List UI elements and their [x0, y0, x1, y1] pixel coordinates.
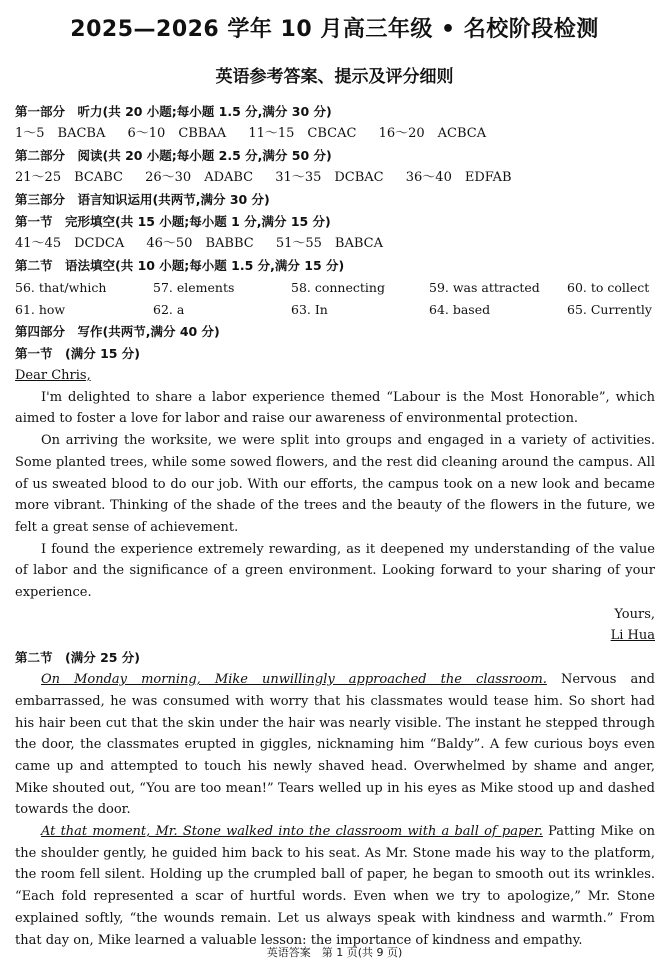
letter-greeting: Dear Chris,	[15, 368, 91, 383]
grammar-answers-row-1	[15, 277, 655, 299]
answer-group: 21～25 BCABC	[15, 170, 123, 185]
answer-group: 1～5 BACBA	[15, 126, 106, 141]
letter-signature: Li Hua	[610, 628, 655, 644]
story-text: Nervous and embarrassed, he was consumed with worry that his classmates would tease him. So short had his hair been cut that the skin under the hair was nearly visible. The instant he stepped through the door, the classmates erupted in giggles, nicknaming him “Baldy”. A few curious boys even came up and attempted to touch his newly shaved head. Overwhelmed by shame and anger, Mike shouted out, “You are too mean!” Tears welled up in his eyes as Mike stood up and dashed towards the door.	[15, 672, 655, 818]
letter-paragraph: I found the experience extremely rewarding, as it deepened my understanding of the value of labor and the significance of a green environment. Looking forward to your sharing of your experience.	[15, 541, 655, 601]
answer-group: 11～15 CBCAC	[248, 126, 357, 141]
part3-section1-heading: 第一节 完形填空(共 15 小题;每小题 1 分,满分 15 分)	[15, 214, 331, 229]
answer-group: 41～45 DCDCA	[15, 236, 125, 251]
grammar-answer: 62. a	[153, 302, 185, 317]
story-opening-sentence: On Monday morning, Mike unwillingly approached the classroom.	[41, 672, 547, 688]
grammar-answer: 60. to collect	[567, 280, 650, 295]
story-text: Patting Mike on the shoulder gently, he guided him back to his seat. As Mr. Stone made his way to the platform, the room fell silent. Holding up the crumpled ball of paper, he began to smooth out its wrinkles. “Each fold represented a scar of hurtful words. Even when we try to apologize,” Mr. Stone explained softly, “the wounds remain. Let us always speak with kindness and warmth.” From that day on, Mike learned a valuable lesson: the importance of kindness and empathy.	[15, 824, 655, 948]
grammar-answer: 61. how	[15, 302, 66, 317]
answer-group: 31～35 DCBAC	[275, 170, 384, 185]
answer-content	[15, 101, 655, 951]
grammar-answer: 65. Currently	[567, 302, 652, 317]
part3-section1-answers	[15, 233, 655, 255]
part1-heading: 第一部分 听力(共 20 小题;每小题 1.5 分,满分 30 分)	[15, 104, 332, 119]
story-opening-sentence: At that moment, Mr. Stone walked into the classroom with a ball of paper.	[41, 824, 543, 840]
page-title: 2025—2026 学年 10 月高三年级 • 名校阶段检测	[70, 17, 599, 42]
letter-closing: Yours,	[614, 606, 655, 622]
answer-group: 46～50 BABBC	[146, 236, 254, 251]
answer-group: 36～40 EDFAB	[405, 170, 512, 185]
part3-section2-heading: 第二节 语法填空(共 10 小题;每小题 1.5 分,满分 15 分)	[15, 258, 345, 273]
answer-group: 26～30 ADABC	[145, 170, 254, 185]
page-footer: 英语答案 第 1 页(共 9 页)	[266, 946, 403, 959]
grammar-answer: 64. based	[429, 302, 491, 317]
grammar-answers-row-2	[15, 299, 655, 321]
story-paragraph-1	[15, 669, 655, 821]
story-paragraph-2	[15, 821, 655, 951]
part1-answers	[15, 123, 655, 145]
grammar-answer: 57. elements	[153, 280, 235, 295]
answer-group: 6～10 CBBAA	[127, 126, 227, 141]
grammar-answer: 63. In	[291, 302, 328, 317]
grammar-answer: 59. was attracted	[429, 280, 540, 295]
part4-section1-heading: 第一节 (满分 15 分)	[15, 346, 141, 361]
answer-group: 16～20 ACBCA	[378, 126, 487, 141]
letter-paragraph: I'm delighted to share a labor experience themed “Labour is the Most Honorable”, which aimed to foster a love for labor and raise our awareness of environmental protection.	[15, 389, 655, 427]
part4-heading: 第四部分 写作(共两节,满分 40 分)	[15, 324, 220, 339]
part2-heading: 第二部分 阅读(共 20 小题;每小题 2.5 分,满分 50 分)	[15, 148, 332, 163]
part3-heading: 第三部分 语言知识运用(共两节,满分 30 分)	[15, 192, 270, 207]
grammar-answer: 56. that/which	[15, 280, 107, 295]
grammar-answer: 58. connecting	[291, 280, 385, 295]
part4-section2-heading: 第二节 (满分 25 分)	[15, 650, 141, 666]
answer-group: 51～55 BABCA	[275, 236, 383, 251]
letter-paragraph: On arriving the worksite, we were split into groups and engaged in a variety of activities. Some planted trees, while some sowed flowers, and the rest did cleaning around the campus. All of us sweated blood to do our job. With our efforts, the campus took on a new look and became more vibrant. Thinking of the shade of the trees and the beauty of the flowers in the future, we felt a great sense of achievement.	[15, 433, 655, 535]
page-subtitle: 英语参考答案、提示及评分细则	[215, 67, 454, 87]
part2-answers	[15, 167, 655, 189]
